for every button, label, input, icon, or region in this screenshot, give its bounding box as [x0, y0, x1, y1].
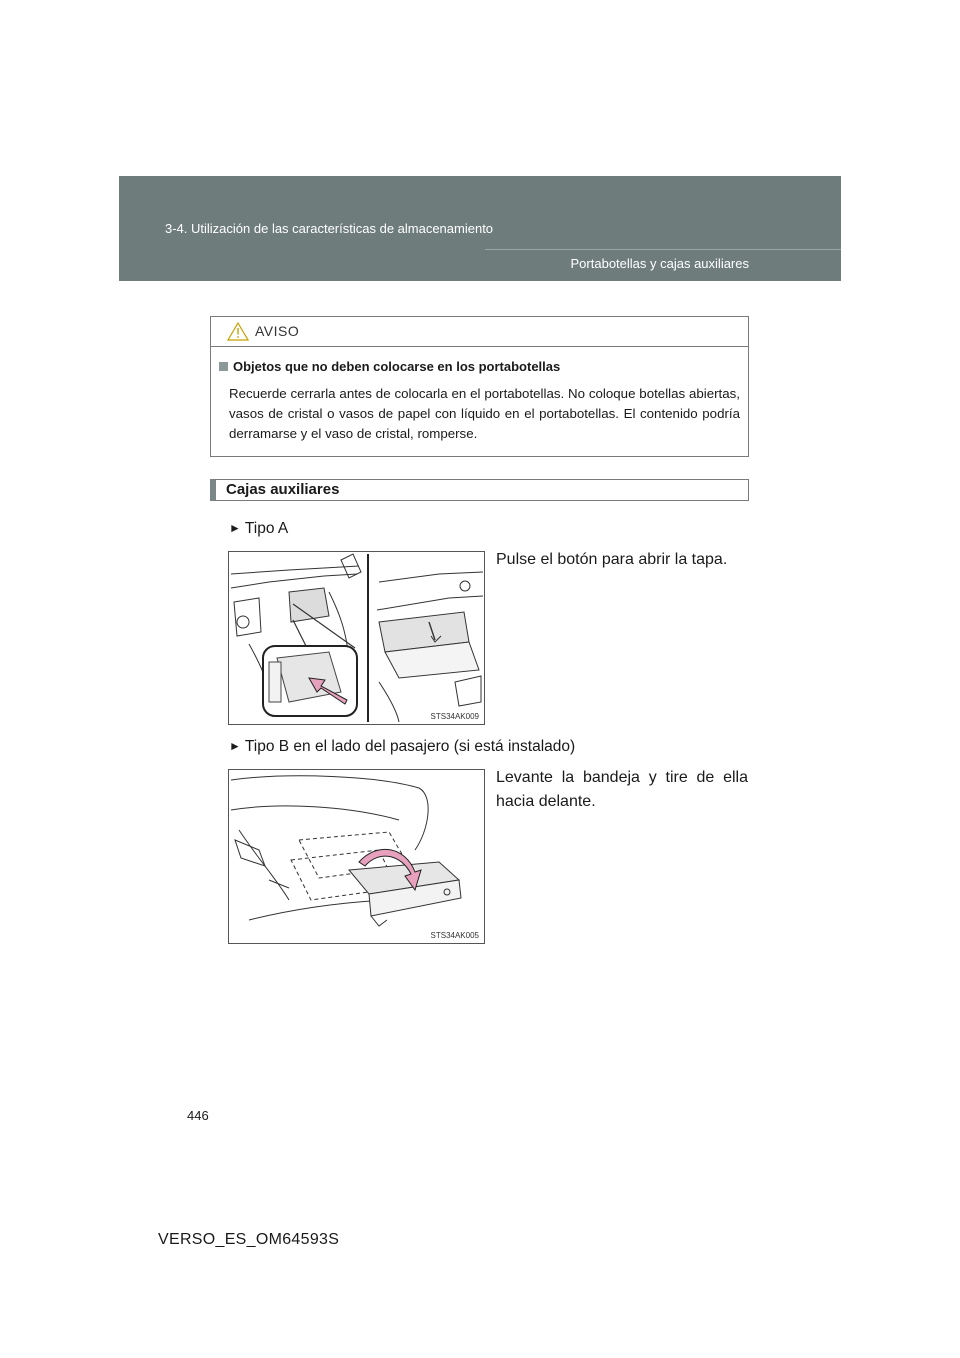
triangle-right-icon: ►: [229, 739, 241, 753]
figure-glovebox: [228, 551, 485, 725]
item-text-tipo-b: Levante la bandeja y tire de ella hacia delante.: [496, 769, 748, 810]
caution-subheading: [219, 359, 560, 374]
item-label-text: Tipo B en el lado del pasajero (si está instalado): [244, 738, 576, 755]
figure-code: STS34AK009: [430, 712, 479, 721]
caution-box: [210, 316, 749, 457]
triangle-right-icon: ►: [229, 521, 241, 535]
document-code: VERSO_ES_OM64593S: [158, 1231, 340, 1248]
section-heading-text: Cajas auxiliares: [226, 481, 340, 498]
page-title: Portabotellas y cajas auxiliares: [570, 256, 749, 271]
caution-subheading-text: Objetos que no deben colocarse en los portabotellas: [233, 359, 561, 374]
caution-text: Recuerde cerrarla antes de colocarla en el portabotellas. No coloque botellas abiertas, vasos de cristal o vasos de papel con líquido en el portabotellas. El contenido podría derramarse y el vaso de cristal, romperse.: [229, 386, 740, 441]
page-number: 446: [187, 1108, 209, 1123]
square-bullet-icon: [219, 362, 228, 371]
section-title: 3-4. Utilización de las características de almacenamiento: [165, 221, 494, 236]
item-text-tipo-a: Pulse el botón para abrir la tapa.: [496, 551, 728, 568]
tray-illustration: [229, 770, 484, 943]
caution-title: AVISO: [255, 323, 300, 339]
item-label-tipo-a: [229, 520, 288, 538]
item-label-text: Tipo A: [244, 520, 289, 537]
figure-code: STS34AK005: [430, 931, 479, 940]
figure-underseat-tray: [228, 769, 485, 944]
warning-icon: [227, 322, 249, 341]
header-band: [119, 176, 841, 281]
item-label-tipo-b: [229, 738, 575, 756]
caution-header: [211, 317, 748, 347]
glovebox-illustration: [229, 552, 484, 724]
section-heading: [210, 479, 749, 501]
header-divider: [485, 249, 841, 250]
